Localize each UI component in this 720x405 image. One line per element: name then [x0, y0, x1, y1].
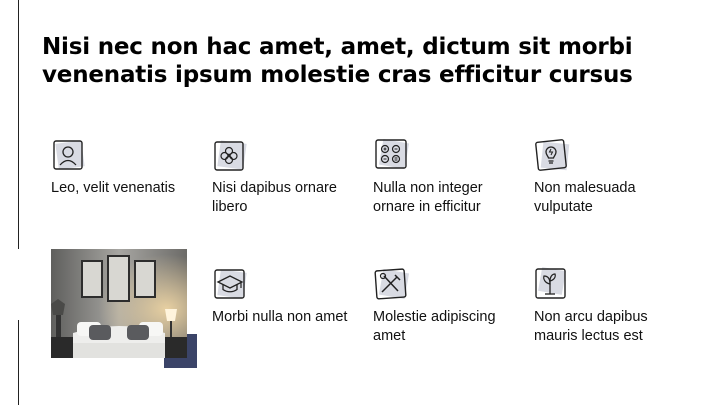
- bedroom-photo: [51, 249, 197, 368]
- feature-label: Morbi nulla non amet: [212, 309, 348, 325]
- feature-label: Non malesuada vulputate: [534, 180, 636, 215]
- divider-line-top: [18, 0, 19, 249]
- feature-label: Leo, velit venenatis: [51, 180, 176, 196]
- tools-icon: [373, 266, 411, 304]
- plant-icon: [534, 266, 572, 304]
- feature-label: Nulla non integer ornare in efficitur: [373, 180, 483, 215]
- lightbulb-icon: [534, 137, 572, 175]
- calculator-icon: [373, 137, 411, 175]
- feature-label: Nisi dapibus ornare libero: [212, 180, 337, 215]
- feature-label: Molestie adipiscing amet: [373, 309, 496, 344]
- feature-label: Non arcu dapibus mauris lectus est: [534, 309, 648, 344]
- flower-icon: [212, 137, 250, 175]
- slide-title: Nisi nec non hac amet, amet, dictum sit morbi venenatis ipsum molestie cras efficitur cursus: [42, 34, 633, 88]
- graduation-cap-icon: [212, 266, 250, 304]
- user-badge-icon: [51, 137, 89, 175]
- divider-line-bottom: [18, 320, 19, 405]
